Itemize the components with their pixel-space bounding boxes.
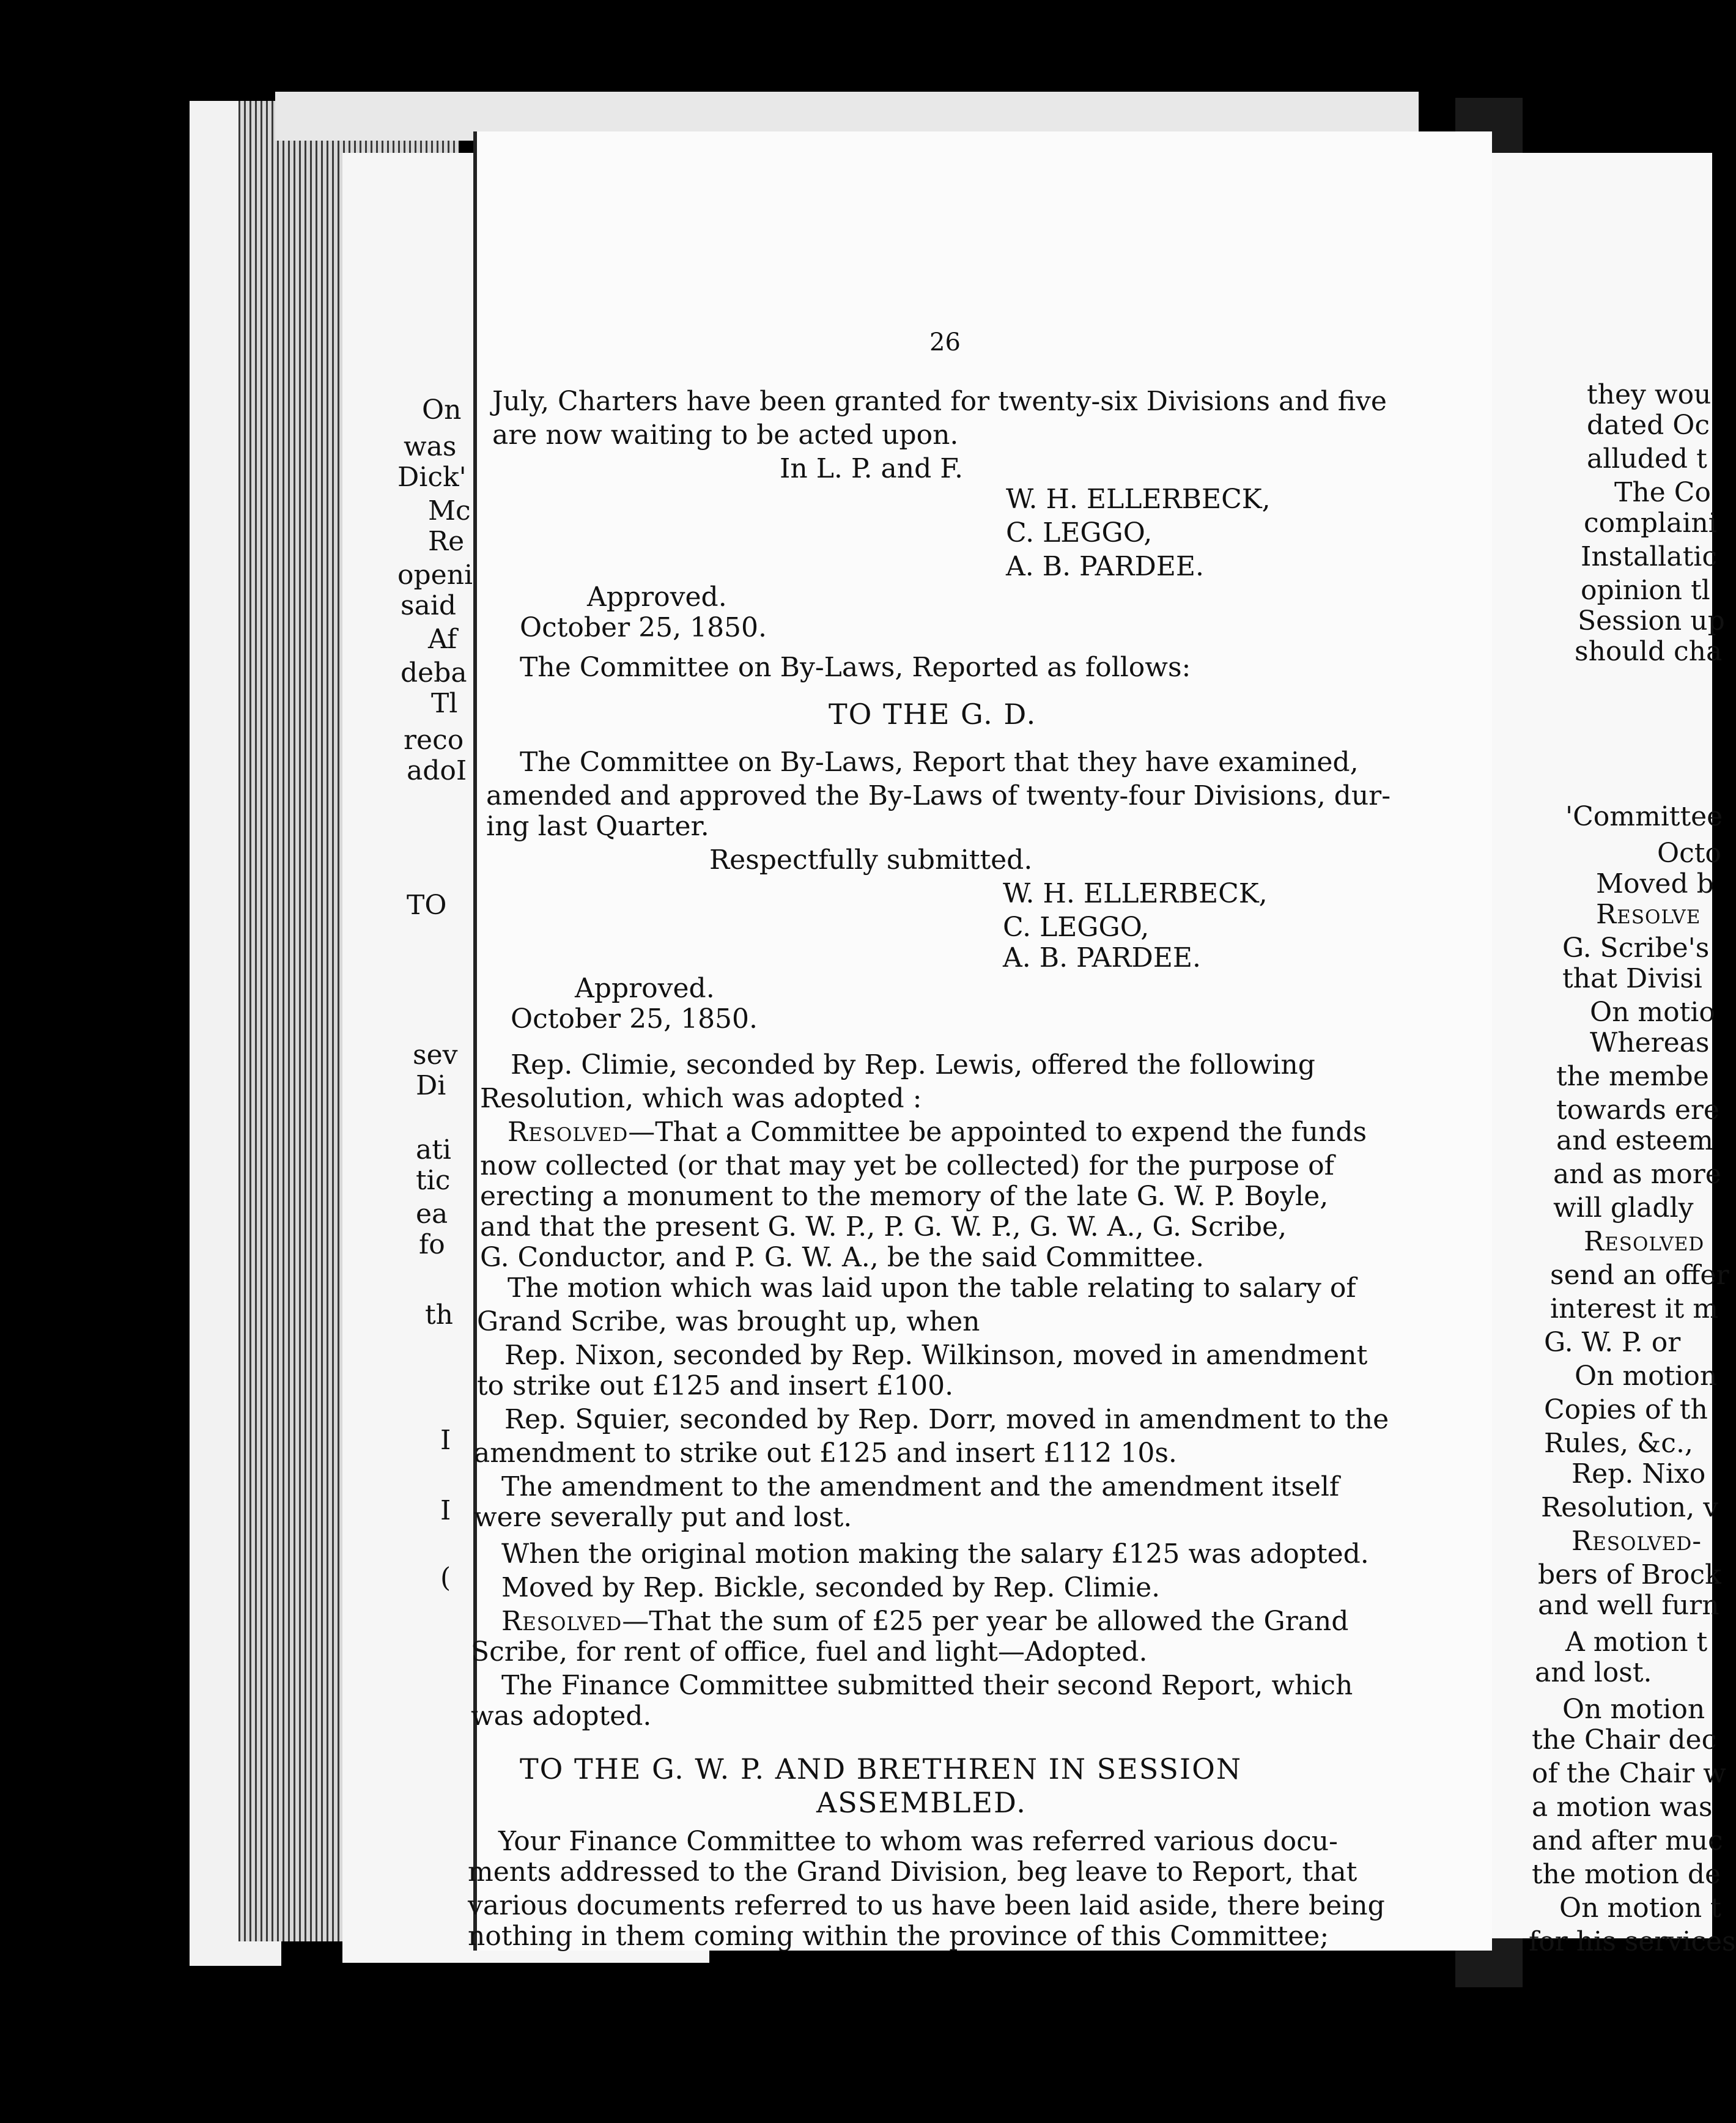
- left-fragment: Tl: [431, 688, 458, 719]
- approval-date: October 25, 1850.: [511, 1003, 758, 1035]
- right-fragment: On motio: [1590, 997, 1715, 1028]
- signature-name: C. LEGGO,: [1006, 517, 1153, 548]
- resolved-text: —That a Committee be appointed to expend the funds: [628, 1117, 1367, 1148]
- right-fragment: Copies of th: [1544, 1394, 1708, 1425]
- right-fragment: that Divisi: [1562, 963, 1702, 994]
- right-fragment: G. Scribe's: [1562, 932, 1710, 964]
- left-fragment: I: [440, 1495, 451, 1526]
- right-fragment: Rep. Nixo: [1572, 1458, 1706, 1490]
- right-fragment: On motion: [1575, 1361, 1718, 1392]
- resolved-text: —That the sum of £25 per year be allowed the Grand: [622, 1606, 1349, 1637]
- text-line: amendment to strike out £125 and insert £112 10s.: [474, 1438, 1177, 1469]
- left-fragment: adoI: [407, 755, 467, 786]
- left-fragment: Af: [428, 624, 457, 655]
- resolved-line: [501, 1608, 1348, 1635]
- right-fragment: Installatic: [1581, 541, 1717, 572]
- right-fragment: and after muc: [1532, 1825, 1723, 1856]
- text-line: When the original motion making the salary £125 was adopted.: [501, 1538, 1369, 1570]
- right-fragment: and esteem: [1556, 1125, 1713, 1156]
- left-fragment: said: [401, 590, 457, 621]
- right-fragment: 'Committee: [1565, 801, 1723, 832]
- left-fragment: was: [404, 431, 457, 462]
- right-fragment: alluded t: [1587, 443, 1707, 474]
- text-line: and that the present G. W. P., P. G. W. P., G. W. A., G. Scribe,: [480, 1211, 1287, 1242]
- text-line: ments addressed to the Grand Division, beg leave to Report, that: [468, 1856, 1357, 1888]
- right-fragment: G. W. P. or: [1544, 1327, 1681, 1358]
- signature-name: W. H. ELLERBECK,: [1003, 878, 1268, 909]
- left-fragment: tic: [416, 1165, 451, 1196]
- text-line: are now waiting to be acted upon.: [492, 419, 959, 451]
- text-line: Grand Scribe, was brought up, when: [477, 1306, 980, 1337]
- right-fragment: On motion t: [1559, 1892, 1721, 1924]
- right-fragment: Resolved: [1584, 1226, 1705, 1257]
- right-fragment: bers of Brock: [1538, 1559, 1721, 1590]
- left-fragment: TO: [407, 890, 447, 921]
- right-fragment: A motion t: [1565, 1626, 1708, 1658]
- text-line: The motion which was laid upon the table relating to salary of: [508, 1272, 1356, 1304]
- right-fragment: the motion de: [1532, 1859, 1721, 1890]
- right-fragment: Moved b: [1596, 868, 1714, 899]
- signature-name: W. H. ELLERBECK,: [1006, 484, 1271, 515]
- right-fragment: Resolved-: [1572, 1526, 1702, 1557]
- approval-label: Approved.: [575, 973, 715, 1004]
- left-fragment: Mc: [428, 495, 471, 526]
- right-fragment: Whereas: [1590, 1027, 1710, 1058]
- left-fragment: reco: [404, 725, 464, 756]
- resolved-label: Resolved: [501, 1606, 622, 1637]
- text-line: erecting a monument to the memory of the late G. W. P. Boyle,: [480, 1181, 1329, 1212]
- text-line: July, Charters have been granted for twenty-six Divisions and five: [492, 386, 1387, 417]
- right-fragment: they wou: [1587, 379, 1712, 410]
- scan-background: [0, 0, 190, 2123]
- left-fragment: ati: [416, 1134, 451, 1165]
- text-line: Rep. Nixon, seconded by Rep. Wilkinson, moved in amendment: [504, 1340, 1368, 1371]
- signature-name: A. B. PARDEE.: [1003, 942, 1202, 973]
- right-fragment: The Co: [1614, 477, 1711, 508]
- text-line: Resolution, which was adopted :: [480, 1083, 922, 1114]
- text-line: were severally put and lost.: [474, 1502, 852, 1533]
- resolved-line: [508, 1119, 1367, 1146]
- valediction: In L. P. and F.: [780, 453, 963, 484]
- text-line: The Committee on By-Laws, Report that they have examined,: [520, 747, 1359, 778]
- right-fragment: Octo: [1657, 838, 1721, 869]
- approval-label: Approved.: [587, 582, 727, 613]
- right-fragment: Session up: [1578, 605, 1725, 637]
- right-fragment: opinion tl: [1581, 575, 1710, 606]
- section-heading: ASSEMBLED.: [816, 1786, 1027, 1819]
- right-fragment: of the Chair w: [1532, 1758, 1726, 1789]
- left-fragment: ea: [416, 1198, 448, 1230]
- section-heading: TO THE G. W. P. AND BRETHREN IN SESSION: [520, 1752, 1243, 1785]
- right-fragment: send an offer: [1550, 1260, 1729, 1291]
- right-fragment: Resolution, v: [1541, 1492, 1719, 1523]
- right-fragment: and as more: [1553, 1159, 1721, 1190]
- text-line: now collected (or that may yet be collected) for the purpose of: [480, 1150, 1334, 1181]
- right-fragment: complaini: [1584, 508, 1717, 539]
- right-fragment: interest it m: [1550, 1293, 1718, 1324]
- text-line: The Committee on By-Laws, Reported as follows:: [520, 652, 1191, 683]
- left-fragment: openi: [397, 559, 473, 591]
- text-line: The amendment to the amendment and the amendment itself: [501, 1471, 1340, 1502]
- left-fragment: On: [422, 394, 462, 426]
- section-heading: TO THE G. D.: [829, 698, 1037, 731]
- right-fragment: for his services: [1529, 1926, 1736, 1957]
- right-fragment: and lost.: [1535, 1657, 1652, 1688]
- text-line: The Finance Committee submitted their second Report, which: [501, 1670, 1353, 1701]
- left-fragment: sev: [413, 1039, 458, 1071]
- text-line: ing last Quarter.: [486, 811, 709, 842]
- text-line: Rep. Climie, seconded by Rep. Lewis, offered the following: [511, 1049, 1315, 1080]
- right-fragment: the Chair dec: [1532, 1724, 1717, 1756]
- text-line: amended and approved the By-Laws of twenty-four Divisions, dur-: [486, 780, 1391, 811]
- text-line: Rep. Squier, seconded by Rep. Dorr, moved in amendment to the: [504, 1404, 1389, 1435]
- right-fragment: the membe: [1556, 1061, 1709, 1092]
- text-line: Moved by Rep. Bickle, seconded by Rep. Climie.: [501, 1572, 1161, 1603]
- right-fragment: and well furn: [1538, 1590, 1719, 1621]
- text-line: Scribe, for rent of office, fuel and light—Adopted.: [471, 1636, 1148, 1667]
- left-fragment: Re: [428, 526, 465, 557]
- left-fragment: (: [440, 1562, 451, 1593]
- text-line: to strike out £125 and insert £100.: [477, 1370, 954, 1401]
- text-line: was adopted.: [471, 1700, 652, 1732]
- right-fragment: should cha: [1575, 636, 1723, 667]
- left-fragment: I: [440, 1425, 451, 1456]
- approval-date: October 25, 1850.: [520, 612, 767, 643]
- right-fragment: a motion was: [1532, 1792, 1713, 1823]
- right-fragment: Resolve: [1596, 899, 1701, 930]
- text-line: Your Finance Committee to whom was referred various docu-: [498, 1826, 1338, 1857]
- right-fragment: towards ere: [1556, 1095, 1719, 1126]
- right-fragment: On motion: [1562, 1694, 1705, 1725]
- right-fragment: will gladly: [1553, 1192, 1694, 1224]
- signature-name: A. B. PARDEE.: [1006, 551, 1205, 582]
- left-fragment: fo: [419, 1229, 445, 1260]
- left-fragment: Di: [416, 1070, 446, 1101]
- text-line: G. Conductor, and P. G. W. A., be the said Committee.: [480, 1242, 1205, 1273]
- left-fragment: Dick': [397, 462, 467, 493]
- right-fragment: dated Oc: [1587, 410, 1710, 441]
- left-fragment: deba: [401, 657, 467, 689]
- page-number: 26: [929, 328, 961, 356]
- valediction: Respectfully submitted.: [709, 844, 1033, 876]
- right-fragment: Rules, &c.,: [1544, 1428, 1693, 1459]
- left-fragment: th: [425, 1299, 454, 1331]
- text-line: various documents referred to us have been laid aside, there being: [468, 1890, 1385, 1921]
- signature-name: C. LEGGO,: [1003, 912, 1150, 943]
- resolved-label: Resolved: [508, 1117, 629, 1148]
- text-line: nothing in them coming within the province of this Committee;: [468, 1921, 1329, 1952]
